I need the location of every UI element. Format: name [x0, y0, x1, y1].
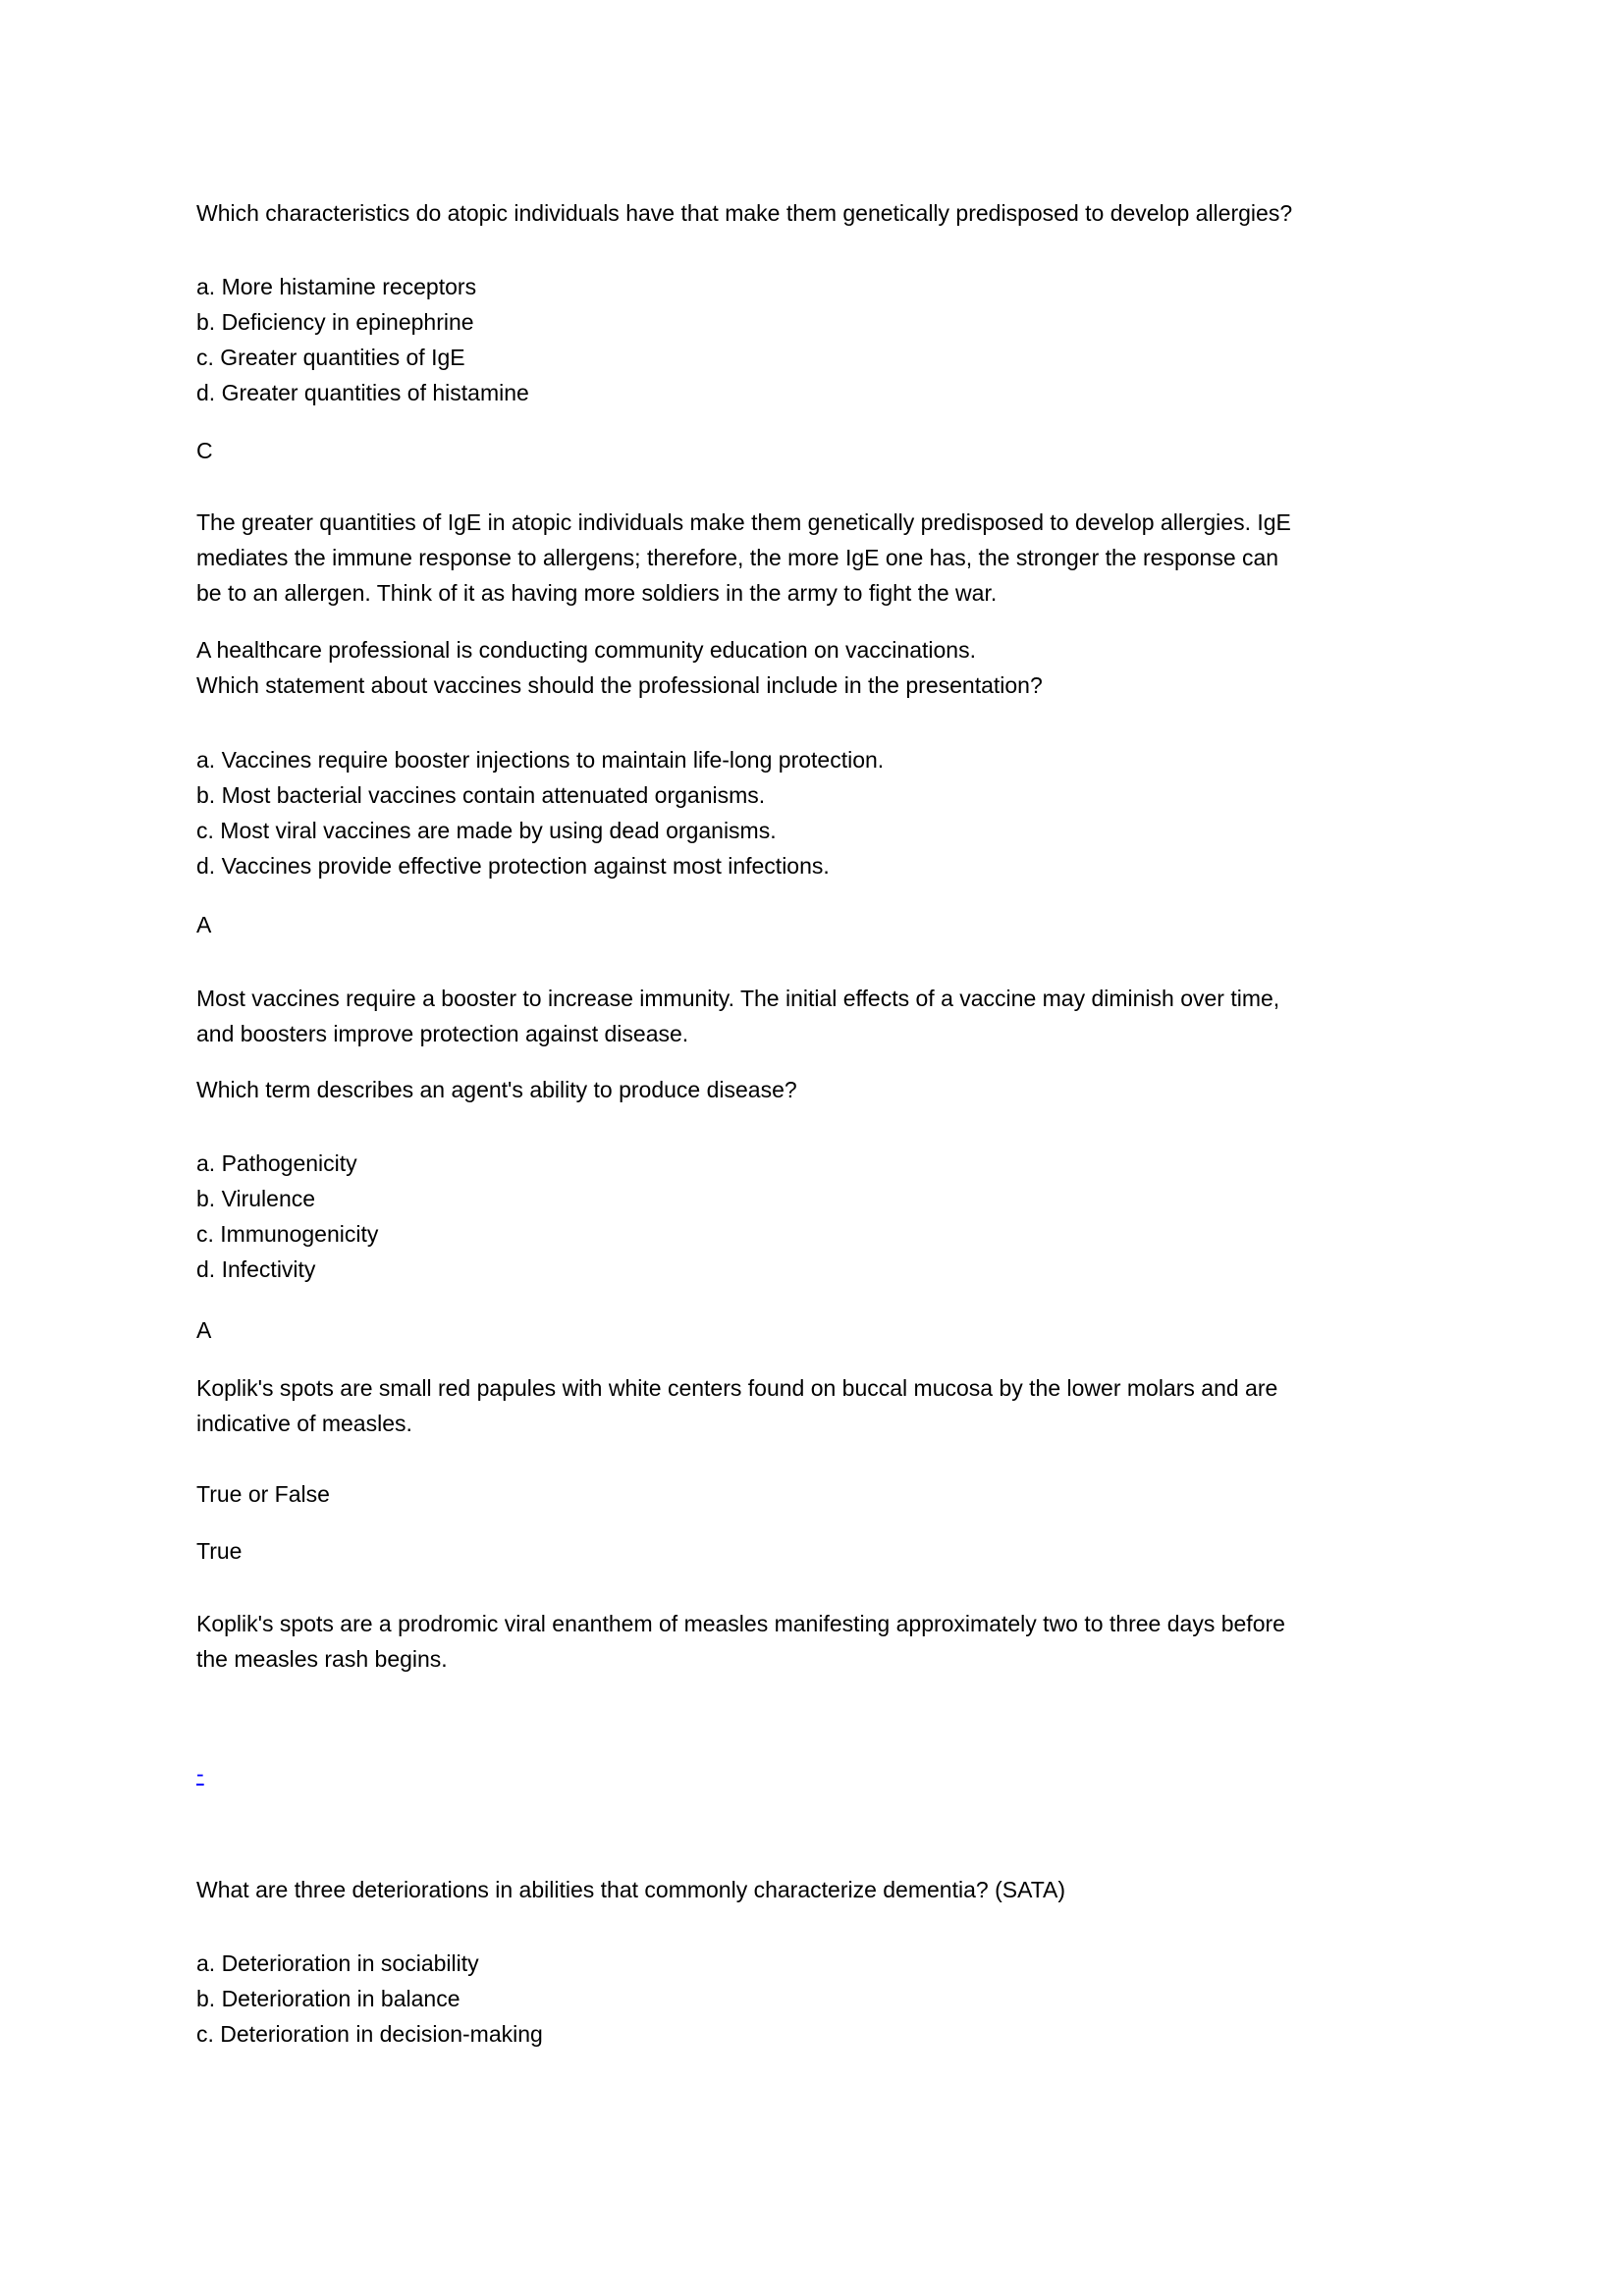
- rationale-line: be to an allergen. Think of it as having more soldiers in the army to fight the war.: [196, 580, 998, 606]
- question-4-prompt: True or False: [196, 1481, 330, 1507]
- question-2-option-c: c. Most viral vaccines are made by using dead organisms.: [196, 818, 777, 843]
- question-1-options: [196, 269, 1443, 410]
- question-3-stem: Which term describes an agent's ability to produce disease?: [196, 1077, 797, 1102]
- question-1-option-c: c. Greater quantities of IgE: [196, 345, 465, 370]
- question-3-option-d: d. Infectivity: [196, 1256, 316, 1282]
- rationale-line: and boosters improve protection against disease.: [196, 1021, 689, 1046]
- question-3-answer: A: [196, 1317, 212, 1343]
- question-3-option-a: a. Pathogenicity: [196, 1150, 357, 1176]
- question-2-stem-line: Which statement about vaccines should the professional include in the presentation?: [196, 672, 1043, 698]
- question-5-option-a: a. Deterioration in sociability: [196, 1950, 479, 1976]
- question-1-option-b: b. Deficiency in epinephrine: [196, 309, 474, 335]
- question-4-rationale: [196, 1606, 1443, 1677]
- rationale-line: the measles rash begins.: [196, 1646, 448, 1672]
- question-2-option-a: a. Vaccines require booster injections to maintain life-long protection.: [196, 747, 885, 773]
- statement-line: Koplik's spots are small red papules with white centers found on buccal mucosa by the lower molars and are: [196, 1375, 1278, 1401]
- question-2-stem: [196, 632, 1443, 703]
- question-3-option-b: b. Virulence: [196, 1186, 316, 1211]
- question-2-answer: A: [196, 912, 212, 937]
- question-2-option-b: b. Most bacterial vaccines contain attenuated organisms.: [196, 782, 766, 808]
- rationale-line: The greater quantities of IgE in atopic individuals make them genetically predisposed to develop allergies. IgE: [196, 509, 1291, 535]
- rationale-line: Most vaccines require a booster to increase immunity. The initial effects of a vaccine may diminish over time,: [196, 986, 1280, 1011]
- rationale-line: Koplik's spots are a prodromic viral enanthem of measles manifesting approximately two to three days before: [196, 1611, 1285, 1636]
- dash-link[interactable]: -: [196, 1761, 204, 1787]
- document-content: [196, 195, 1443, 2052]
- question-3-option-c: c. Immunogenicity: [196, 1221, 379, 1247]
- question-3-options: [196, 1146, 1443, 1287]
- question-2-rationale: [196, 981, 1443, 1051]
- statement-line: indicative of measles.: [196, 1411, 412, 1436]
- question-4-answer: True: [196, 1538, 243, 1564]
- question-2-option-d: d. Vaccines provide effective protection against most infections.: [196, 853, 830, 879]
- question-1-rationale: [196, 505, 1443, 611]
- question-1-answer: C: [196, 438, 213, 463]
- question-5-option-c: c. Deterioration in decision-making: [196, 2021, 543, 2047]
- question-1-option-d: d. Greater quantities of histamine: [196, 380, 529, 405]
- question-5-option-b: b. Deterioration in balance: [196, 1986, 460, 2011]
- question-1-option-a: a. More histamine receptors: [196, 274, 477, 299]
- question-2-options: [196, 742, 1443, 883]
- question-2-stem-line: A healthcare professional is conducting community education on vaccinations.: [196, 637, 976, 663]
- question-4-statement: [196, 1370, 1443, 1441]
- question-5-stem: What are three deteriorations in abilities that commonly characterize dementia? (SATA): [196, 1877, 1066, 1902]
- question-5-options: [196, 1946, 1443, 2052]
- question-1-stem: Which characteristics do atopic individuals have that make them genetically predisposed to develop allergies?: [196, 200, 1293, 226]
- link-paragraph: [196, 1756, 1443, 1791]
- rationale-line: mediates the immune response to allergens; therefore, the more IgE one has, the stronger the response can: [196, 545, 1279, 570]
